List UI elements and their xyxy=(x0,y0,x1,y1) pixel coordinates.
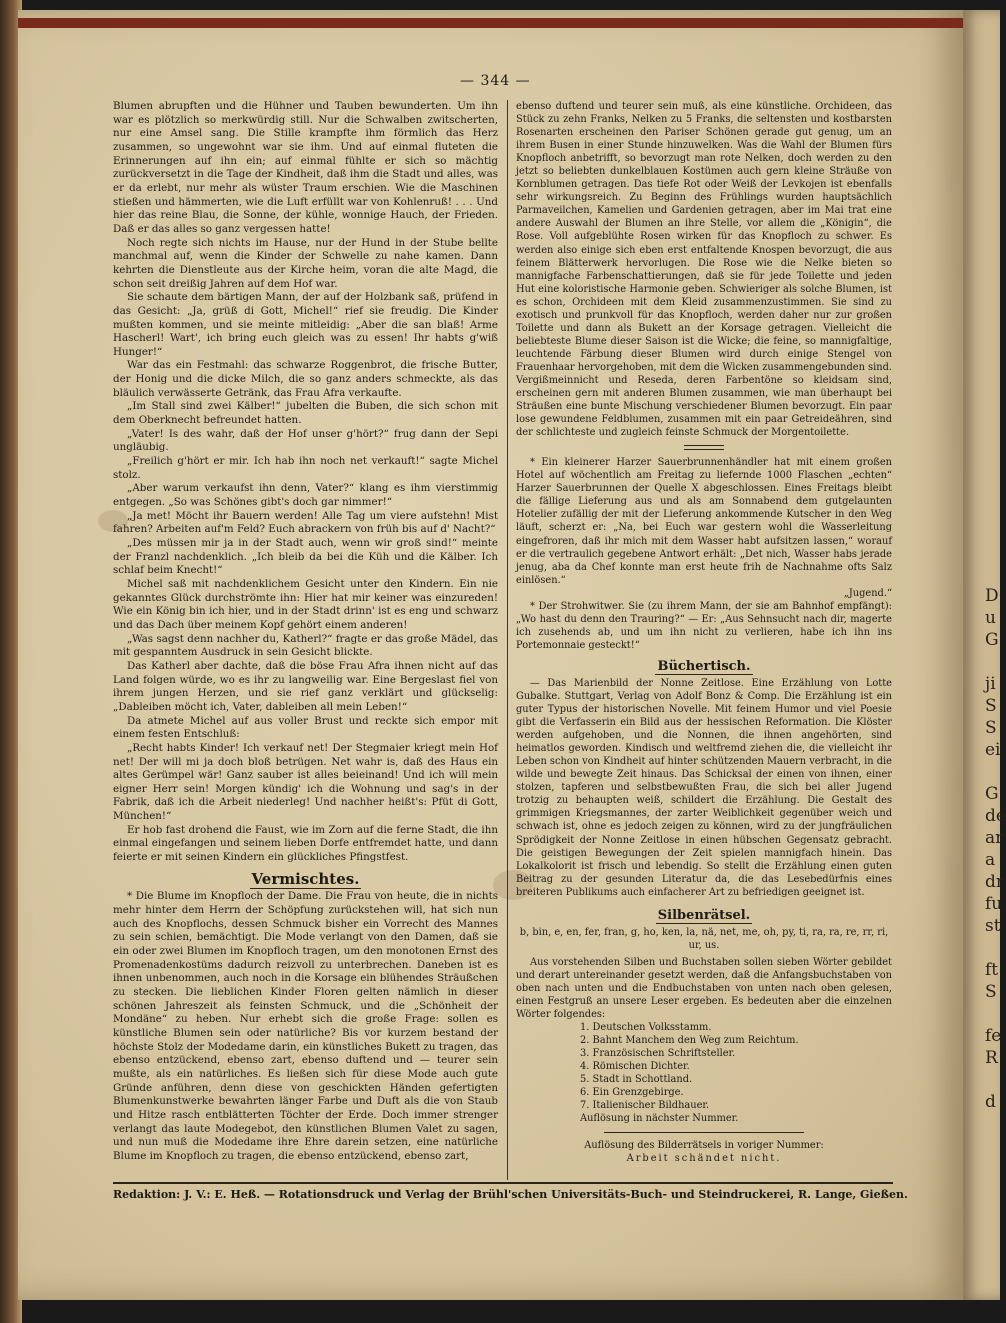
section-title-buechertisch xyxy=(516,660,892,673)
section-title-text: Vermischtes. xyxy=(251,869,360,888)
buechertisch-review: — Das Marienbild der Nonne Zeitlose. Eine Erzählung von Lotte Gubalke. Stuttgart, Verlag von Adolf Bonz & Comp. Die Erzählung ist ein guter Typus der historischen Novelle. Mit feinem Humor und viel Poesie gibt die Verfasserin ein Bild aus der hessischen Reformation. Die Klöster werden aufgehoben, und die Nonnen, die ihnen angehörten, sind heimatlos geworden. Kindisch und weltfremd ziehen die, die vielleicht ihr Leben schon von Kindheit auf hinter schützenden Mauern verbracht, in die wilde und bewegte Zeit hinaus. Das Schicksal der einen von ihnen, einer stolzen, tapferen und selbstbewußten Frau, die sich bei aller Jugend trotzig zu behaupten weiß, schildert die Erzählung. Die Gestalt des grimmigen Kriegsmannes, der zarter Weiblichkeit gegenüber weich und schwach ist, ohne es jedoch zeigen zu können, wird zu der jungfräulichen Sprödigkeit der Nonne Zeitlose in einen hübschen Gegensatz gebracht. Die geistigen Bewegungen der Zeit spielen mannigfach hinein. Das Lokalkolorit ist frisch und lebendig. So stellt die Erzählung einen guten Beitrag zu der gesunden Literatur da, die das Lesebedürfnis eines breiteren Publikums auch einfacherer Art zu befriedigen geeignet ist. xyxy=(516,677,892,898)
story-paragraph: „Freilich g'hört er mir. Ich hab ihn noch net verkauft!“ sagte Michel stolz. xyxy=(113,455,498,481)
facing-page-fragment: d xyxy=(985,1092,996,1112)
footer-rule xyxy=(113,1182,893,1184)
facing-page-fragment xyxy=(985,761,1000,783)
facing-page-fragment: dr xyxy=(985,872,1005,892)
facing-page-fragment: ft xyxy=(985,960,999,980)
section-title-silbenraetsel xyxy=(516,909,892,922)
facing-page-fragment: ar xyxy=(985,828,1004,848)
facing-page-fragment xyxy=(985,937,1000,959)
story-paragraph: Da atmete Michel auf aus voller Brust und reckte sich empor mit einem festen Entschluß: xyxy=(113,714,498,741)
facing-page-fragment: de xyxy=(985,806,1006,826)
section-title-vermischtes xyxy=(113,869,498,888)
facing-page-fragment: S xyxy=(985,718,997,738)
facing-page-fragment xyxy=(985,1003,1000,1025)
facing-page-fragment: R xyxy=(985,1048,998,1068)
facing-page-fragment: fu xyxy=(985,894,1003,914)
story-paragraph: War das ein Festmahl: das schwarze Roggenbrot, die frische Butter, der Honig und die dicke Milch, die so ganz anders schmeckte, als das bläulich verwässerte Getränk, das Frau Afra verkaufte. xyxy=(113,359,498,399)
left-column xyxy=(113,100,498,1164)
sauerbrunnen-article: * Ein kleinerer Harzer Sauerbrunnenhändler hat mit einem großen Hotel auf wöchentlich am Freitag zu liefernde 1000 Flaschen „echten“ Harzer Sauerbrunnen der Quelle X abgeschlossen. Eines Freitags bleibt die fällige Lieferung aus und als am Sonnabend dem gutgelaunten Hotelier zufällig der mit der Lieferung ankommende Kutscher in den Weg läuft, scherzt er: „Na, bei Euch war gestern wohl die Wasserleitung eingefroren, daß ihr mich mit dem Wasser habt aufsitzen lassen,“ worauf er die vertraulich gegebene Antwort erhält: „Det nich, Wasser habs jerade jenug, aba da Chef konnte man erst heute frih de Nachnahme ofts Salz einlösen.“ xyxy=(516,457,892,586)
riddle-syllables: b, bin, e, en, fer, fran, g, ho, ken, la, nä, net, me, oh, py, ti, ra, ra, re, rr, ri, ur, us. xyxy=(519,926,889,951)
facing-page-fragment: S xyxy=(985,982,997,1002)
story-paragraph: „Vater! Is des wahr, daß der Hof unser g'hört?“ frug dann der Sepi ungläubig. xyxy=(113,427,498,454)
facing-page-fragment: G xyxy=(985,630,999,650)
story-paragraph: Sie schaute dem bärtigen Mann, der auf der Holzbank saß, prüfend in das Gesicht: „Ja, grüß di Gott, Michel!“ rief sie freudig. Die Kinder mußten kommen, und sie meinte mitleidig: „Aber die san blaß! Arme Hascherl! Wart', ich bring euch gleich was zu essen! Ihr habts g'wiß Hunger!“ xyxy=(113,291,498,358)
riddle-item: 7. Italienischer Bildhauer. xyxy=(580,1100,710,1112)
facing-page-fragment: a xyxy=(985,850,996,870)
riddle-item: 3. Französischen Schriftsteller. xyxy=(580,1048,736,1060)
facing-page-fragment: fe xyxy=(985,1026,1002,1046)
bilderraetsel-solution: Arbeit schändet nicht. xyxy=(626,1152,782,1164)
vermischtes-article: * Die Blume im Knopfloch der Dame. Die Frau von heute, die in nichts mehr hinter dem Herrn der Schöpfung zurückstehen will, hat sich nun auch des Knopflochs, dessen Schmuck bisher ein Vorrecht des Mannes zu sein schien, bemächtigt. Die Mode verlangt von den Damen, daß sie ein oder zwei Blumen im Knopfloch tragen, um den monotonen Ernst des Promenadenkostüms dadurch reizvoll zu unterbrechen. Daneben ist es ihnen unbenommen, auch noch in die Korsage ein blühendes Sträußchen zu stecken. Die lieblichen Kinder Floren gelten nämlich in dieser schönen Jahreszeit als feinsten Schmuck, und die „Schönheit der Mondäne“ zu heben. Nur erhebt sich die große Frage: sollen es künstliche Blumen sein oder natürliche? Bis vor kurzem bestand der höchste Stolz der Modedame darin, ein künstliches Bukett zu tragen, das ebenso entzückend, ebenso zart, ebenso duftend und — teurer sein mußte, als ein natürliches. Es ließen sich für diese Mode auch gute Gründe anführen, denn diese von geschickten Händen gefertigten Blumenkunstwerke bewahrten länger Farbe und Duft als die von Staub und Hitze rasch entblätterten Töchter der Erde. Doch immer strenger verlangt das laute Modegebot, den künstlichen Blumen Valet zu sagen, und nun muß die Modedame ihre Ehre darein setzen, eine natürliche Blume im Knopfloch zu tragen, die ebenso entzückend, ebenso zart, xyxy=(113,890,498,1162)
story-paragraph: „Im Stall sind zwei Kälber!“ jubelten die Buben, die sich schon mit dem Oberknecht befreundet hatten. xyxy=(113,400,498,427)
section-title-text: Büchertisch. xyxy=(657,658,751,674)
facing-page-fragment: u xyxy=(985,608,996,628)
story-paragraph: Noch regte sich nichts im Hause, nur der Hund in der Stube bellte manchmal auf, wenn die Kinder der Schwelle zu nahe kamen. Dann kehrten die Dienstleute aus der Kirche heim, voran die alte Magd, die schon seit dreißig Jahren auf dem Hof war. xyxy=(113,236,498,290)
story-paragraph: „Des müssen mir ja in der Stadt auch, wenn wir groß sind!“ meinte der Franzl nachdenklich. „Ich bleib da bei die Küh und die Kälber. Ich schlaf beim Knecht!“ xyxy=(113,537,498,577)
riddle-item: 5. Stadt in Schottland. xyxy=(580,1074,693,1086)
riddle-instructions: Aus vorstehenden Silben und Buchstaben sollen sieben Wörter gebildet und derart untereinander gesetzt werden, daß die Anfangsbuchstaben von oben nach unten und die Endbuchstaben von unten nach oben gelesen, einen Festgruß an unsere Leser ergeben. Es bedeuten aber die einzelnen Wörter folgendes: xyxy=(516,956,892,1021)
column-divider xyxy=(507,100,508,1180)
riddle-list xyxy=(580,1021,892,1125)
facing-page-fragment: ji xyxy=(985,674,996,694)
facing-page-fragment xyxy=(985,1069,1000,1091)
facing-page-fragment: ei xyxy=(985,740,1001,760)
riddle-item: 4. Römischen Dichter. xyxy=(580,1061,690,1073)
sauerbrunnen-source: „Jugend.“ xyxy=(843,587,892,599)
facing-page-fragment xyxy=(985,651,1000,673)
section-title-text: Silbenrätsel. xyxy=(657,907,751,923)
article-separator xyxy=(604,1132,804,1133)
story-paragraph: „Recht habts Kinder! Ich verkauf net! Der Stegmaier kriegt mein Hof net! Der will mi ja doch bloß betrügen. Net wahr is, daß des Haus ein altes Gerümpel wär! Ganz sauber ist alles beieinand! Und ich will mein eigner Herr sein! Morgen kündig' ich die Wohnung und sag's in der Fabrik, daß ich die Arbeit niederleg! Und nachher heißt's: Pfüt di Gott, München!“ xyxy=(113,741,498,823)
facing-page-fragment: D xyxy=(985,586,999,606)
riddle-item: 6. Ein Grenzgebirge. xyxy=(580,1087,684,1099)
riddle-item: 1. Deutschen Volksstamm. xyxy=(580,1022,712,1034)
story-paragraph: Das Katherl aber dachte, daß die böse Frau Afra ihnen nicht auf das Land folgen würde, wo es ihr zu langweilig war. Eine Bergeslast fiel von ihrem jungen Herzen, und sie rief ganz verklärt und glückselig: „Dableiben möcht ich, Vater, dableiben all mein Leben!“ xyxy=(113,659,498,713)
story-paragraph: Er hob fast drohend die Faust, wie im Zorn auf die ferne Stadt, die ihn einmal eingefangen und seinem lieben Dorfe entfremdet hatte, und dann feierte er mit seinen Kindern ein glückliches Pfingstfest. xyxy=(113,823,498,864)
story-paragraph: „Was sagst denn nachher du, Katherl?“ fragte er das große Mädel, das mit gespanntem Ausdruck in sein Gesicht blickte. xyxy=(113,632,498,659)
story-paragraph: Blumen abrupften und die Hühner und Tauben bewunderten. Um ihn war es plötzlich so merkwürdig still. Nur die Schwalben zwitscherten, nur eine Amsel sang. Die Stille krampfte ihm förmlich das Herz zusammen, so ungewohnt war sie ihm. Und auf einmal fluteten die Erinnerungen auf ihn ein; auf einmal fühlte er sich so mächtig zurückversetzt in die Tage der Kindheit, daß ihm die Stadt und alles, was er da erlebt, nur mehr als wüster Traum erschien. Wie die Maschinen stießen und hämmerten, wie die Luft erfüllt war von Kohlenruß! . . . Und hier das reine Blau, die Sonne, der kühle, wonnige Hauch, der Frieden. Daß er das alles so ganz vergessen hatte! xyxy=(113,100,498,235)
blume-article-continued: ebenso duftend und teurer sein muß, als eine künstliche. Orchideen, das Stück zu zehn Franks, Nelken zu 5 Franks, die seltensten und kostbarsten Rosenarten erscheinen den Pariser Schönen gerade gut genug, um an ihrem Busen in einer Stunde hinzuwelken. Was die Wahl der Blumen fürs Knopfloch anbetrifft, so bevorzugt man rote Nelken, doch werden zu den jetzt so beliebten dunkelblauen Kostümen auch gern kleine Sträuße von Kornblumen getragen. Das tiefe Rot oder Weiß der Levkojen ist ebenfalls sehr wirkungsreich. Zu Beginn des Frühlings wurden hauptsächlich Parmaveilchen, Kamelien und Gardenien getragen, aber im Mai trat eine andere Auswahl der Blumen an ihre Stelle, vor allem die „Königin“, die Rose. Voll aufgeblühte Rosen wirken für das Knopfloch zu schwer. Es werden also einige sich eben erst entfaltende Knospen bevorzugt, die aus feinem Blätterwerk hervorlugen. Die Rose wie die Nelke bieten so mannigfache Farbenschattierungen, daß sie für jede Toilette und jeden Hut eine koloristische Harmonie geben. Schwieriger als solche Blumen, ist es schon, Orchideen mit dem Kleid zusammenzustimmen. Sie sind zu exotisch und prunkvoll für das Knopfloch, werden daher nur zur großen Toilette und dann als Bukett an der Korsage getragen. Vielleicht die beliebteste Blume dieser Saison ist die Wicke; die feine, so mannigfaltige, leuchtende Färbung dieser Blumen wird durch einige Stengel von Frauenhaar hervorgehoben, mit dem die Wicken zusammengebunden sind. Vergißmeinnicht und Reseda, deren Farbentöne so kleidsam sind, erscheinen gern mit anderen Blumen zusammen, wie man überhaupt bei Sträußen eine bunte Mischung verschiedener Blumen bevorzugt. Ein paar lose gewundene Feldblumen, zusammen mit ein paar Getreideähren, sind der schlichteste und zugleich feinste Schmuck der Morgentoilette. xyxy=(516,101,892,439)
strohwitwer-article: * Der Strohwitwer. Sie (zu ihrem Mann, der sie am Bahnhof empfängt): „Wo hast du denn den Trauring?“ — Er: „Aus Sehnsucht nach dir, magerte ich zusehends ab, und um ihn nicht zu verlieren, habe ich ihn ins Portemonnaie gesteckt!“ xyxy=(516,600,892,651)
riddle-note: Auflösung in nächster Nummer. xyxy=(580,1113,739,1125)
article-separator xyxy=(684,445,724,450)
story-paragraph: „Ja met! Möcht ihr Bauern werden! Alle Tag um viere aufstehn! Mist fahren? Arbeiten auf'm Feld? Euch abrackern von früh bis auf d' Nacht?“ xyxy=(113,509,498,536)
riddle-item: 2. Bahnt Manchem den Weg zum Reichtum. xyxy=(580,1035,799,1047)
bilderraetsel-solution-label: Auflösung des Bilderrätsels in voriger Nummer: xyxy=(584,1139,824,1151)
facing-page-fragment: G xyxy=(985,784,999,804)
right-column xyxy=(516,100,892,1165)
imprint-footer: Redaktion: J. V.: E. Heß. — Rotationsdruck und Verlag der Brühl'schen Universitäts-Buch- und Steindruckerei, R. Lange, Gießen. xyxy=(113,1188,908,1201)
page-number: — 344 — xyxy=(460,73,531,89)
story-paragraph: Michel saß mit nachdenklichem Gesicht unter den Kindern. Ein nie gekanntes Glück durchströmte ihn: Hier hat mir keiner was einzureden! Wie ein König bin ich hier, und in der Stadt drinn' ist es eng und schwarz und das Dach über meinem Kopf gehört einem anderen! xyxy=(113,577,498,631)
facing-page-fragment: st xyxy=(985,916,1001,936)
top-border-rule xyxy=(18,18,978,28)
story-paragraph: „Aber warum verkaufst ihn denn, Vater?“ klang es ihm vierstimmig entgegen. „So was Schönes gibt's doch gar nimmer!“ xyxy=(113,482,498,509)
facing-page-fragment: S xyxy=(985,696,997,716)
facing-page-edge xyxy=(963,10,1006,1300)
